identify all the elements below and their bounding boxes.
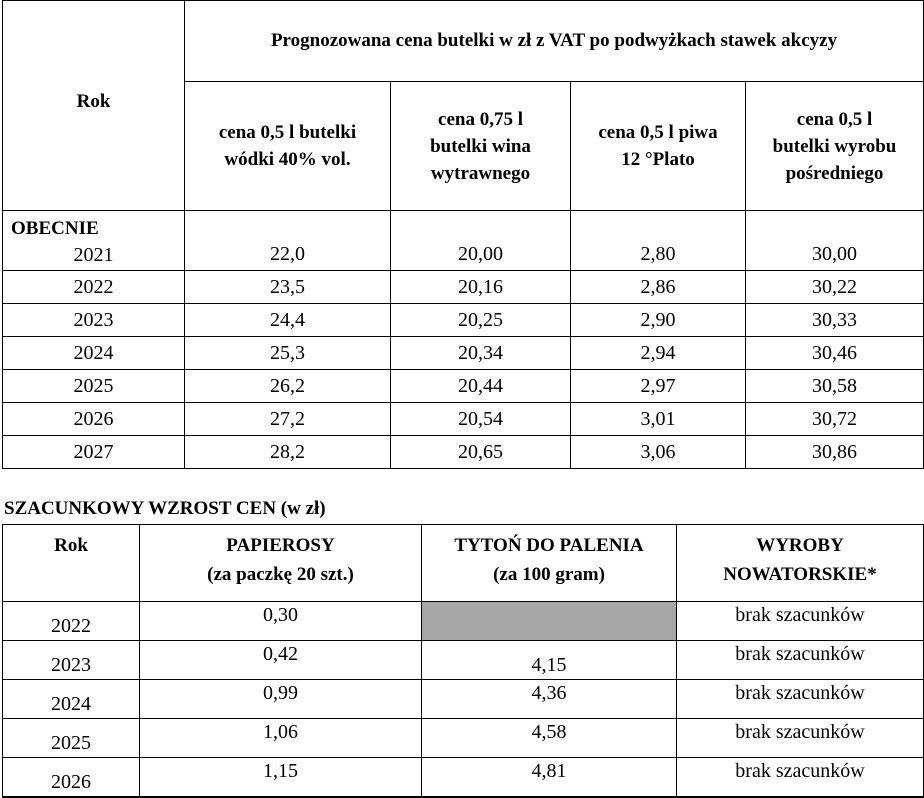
tobacco-increase: 4,58 (422, 719, 677, 758)
year-cell: 2024 (3, 337, 185, 370)
tobacco-increase: 4,15 (422, 641, 677, 680)
year-cell: 2026 (3, 758, 140, 798)
novel-products-increase: brak szacunków (677, 602, 924, 641)
table-row (3, 680, 924, 719)
year-cell: 2027 (3, 436, 185, 469)
beer-price: 2,97 (571, 370, 746, 403)
forecast-main-header: Prognozowana cena butelki w zł z VAT po podwyżkach stawek akcyzy (185, 1, 924, 82)
intermediate-price: 30,86 (746, 436, 924, 469)
rok-header: Rok (3, 1, 185, 211)
vodka-price: 26,2 (185, 370, 391, 403)
vodka-price: 22,0 (185, 211, 391, 271)
vodka-price: 28,2 (185, 436, 391, 469)
tobacco-increase: 4,81 (422, 758, 677, 798)
wine-price: 20,16 (391, 271, 571, 304)
tobacco-increase-empty (422, 602, 677, 641)
column-header-tobacco: TYTOŃ DO PALENIA (za 100 gram) (422, 525, 677, 602)
column-header-rok: Rok (3, 525, 140, 602)
beer-price: 2,86 (571, 271, 746, 304)
tobacco-increase: 4,36 (422, 680, 677, 719)
beer-price: 2,90 (571, 304, 746, 337)
beer-price: 3,06 (571, 436, 746, 469)
intermediate-price: 30,33 (746, 304, 924, 337)
intermediate-price: 30,00 (746, 211, 924, 271)
cigarettes-increase: 1,15 (140, 758, 422, 798)
vodka-price: 24,4 (185, 304, 391, 337)
table-row (3, 370, 924, 403)
column-header-wine: cena 0,75 l butelki wina wytrawnego (391, 82, 571, 211)
column-header-vodka: cena 0,5 l butelki wódki 40% vol. (185, 82, 391, 211)
wine-price: 20,65 (391, 436, 571, 469)
novel-products-increase: brak szacunków (677, 680, 924, 719)
beer-price: 2,80 (571, 211, 746, 271)
table-row (3, 758, 924, 798)
obecnie-label: OBECNIE (11, 217, 99, 239)
table-row (3, 719, 924, 758)
column-header-cigarettes: PAPIEROSY (za paczkę 20 szt.) (140, 525, 422, 602)
wine-price: 20,34 (391, 337, 571, 370)
cigarettes-increase: 0,99 (140, 680, 422, 719)
vodka-price: 27,2 (185, 403, 391, 436)
table-row (3, 271, 924, 304)
novel-products-increase: brak szacunków (677, 758, 924, 798)
cigarettes-increase: 0,30 (140, 602, 422, 641)
obecnie-cell (3, 211, 185, 271)
beer-price: 3,01 (571, 403, 746, 436)
year-cell: 2025 (3, 719, 140, 758)
section-title: SZACUNKOWY WZROST CEN (w zł) (4, 498, 326, 519)
wine-price: 20,44 (391, 370, 571, 403)
year-cell: 2024 (3, 680, 140, 719)
price-forecast-table (2, 0, 924, 469)
year-cell: 2022 (3, 602, 140, 641)
vodka-price: 25,3 (185, 337, 391, 370)
novel-products-increase: brak szacunków (677, 719, 924, 758)
beer-price: 2,94 (571, 337, 746, 370)
year-cell: 2021 (73, 243, 114, 266)
table-row (3, 602, 924, 641)
year-cell: 2026 (3, 403, 185, 436)
table-row (3, 403, 924, 436)
column-header-novel-products: WYROBY NOWATORSKIE* (677, 525, 924, 602)
intermediate-price: 30,22 (746, 271, 924, 304)
vodka-price: 23,5 (185, 271, 391, 304)
intermediate-price: 30,58 (746, 370, 924, 403)
column-header-beer: cena 0,5 l piwa 12 °Plato (571, 82, 746, 211)
table-row (3, 641, 924, 680)
table-row (3, 436, 924, 469)
cigarettes-increase: 0,42 (140, 641, 422, 680)
intermediate-price: 30,46 (746, 337, 924, 370)
table-row (3, 337, 924, 370)
wine-price: 20,54 (391, 403, 571, 436)
column-header-intermediate: cena 0,5 l butelki wyrobu pośredniego (746, 82, 924, 211)
wine-price: 20,25 (391, 304, 571, 337)
price-increase-table (2, 524, 924, 798)
year-cell: 2022 (3, 271, 185, 304)
year-cell: 2023 (3, 641, 140, 680)
year-cell: 2023 (3, 304, 185, 337)
novel-products-increase: brak szacunków (677, 641, 924, 680)
wine-price: 20,00 (391, 211, 571, 271)
table-row (3, 211, 924, 271)
table-row (3, 304, 924, 337)
cigarettes-increase: 1,06 (140, 719, 422, 758)
year-cell: 2025 (3, 370, 185, 403)
intermediate-price: 30,72 (746, 403, 924, 436)
